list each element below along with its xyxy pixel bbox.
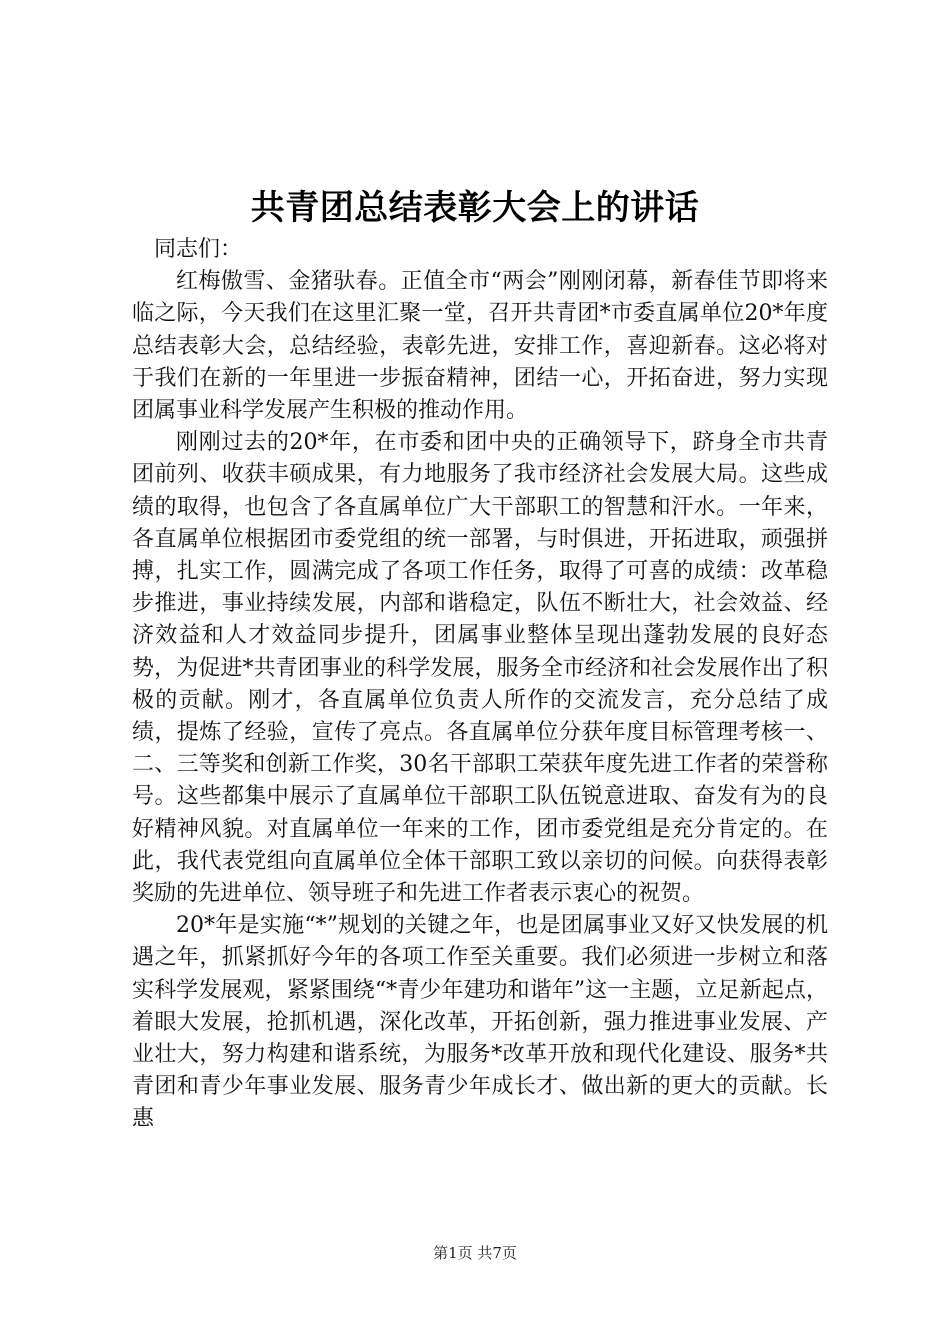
page-number-footer: 第1页 共7页 — [433, 1244, 517, 1262]
paragraph-1: 红梅傲雪、金猪驮春。正值全市“两会”刚刚闭幕，新春佳节即将来临之际，今天我们在这里汇聚一堂，召开共青团*市委直属单位20*年度总结表彰大会，总结经验，表彰先进，安排工作，喜迎新春。这必将对于我们在新的一年里进一步振奋精神，团结一心，开拓奋进，努力实现团属事业科学发展产生积极的推动作用。 — [132, 269, 828, 424]
salutation: 同志们： — [154, 237, 243, 262]
paragraph-3: 20*年是实施“*”规划的关键之年，也是团属事业又好又快发展的机遇之年，抓紧抓好今年的各项工作至关重要。我们必须进一步树立和落实科学发展观，紧紧围绕“*青少年建功和谐年”这一主题，立足新起点，着眼大发展，抢抓机遇，深化改革，开拓创新，强力推进事业发展、产业壮大，努力构建和谐系统，为服务*改革开放和现代化建设、服务*共青团和青少年事业发展、服务青少年成长才、做出新的更大的贡献。长惠 — [132, 913, 828, 1132]
document-body — [132, 234, 828, 1136]
paragraph-2: 刚刚过去的20*年，在市委和团中央的正确领导下，跻身全市共青团前列、收获丰硕成果，有力地服务了我市经济社会发展大局。这些成绩的取得，也包含了各直属单位广大干部职工的智慧和汗水。一年来，各直属单位根据团市委党组的统一部署，与时俱进，开拓进取，顽强拼搏，扎实工作，圆满完成了各项工作任务，取得了可喜的成绩：改革稳步推进，事业持续发展，内部和谐稳定，队伍不断壮大，社会效益、经济效益和人才效益同步提升，团属事业整体呈现出蓬勃发展的良好态势，为促进*共青团事业的科学发展，服务全市经济和社会发展作出了积极的贡献。刚才，各直属单位负责人所作的交流发言，充分总结了成绩，提炼了经验，宣传了亮点。各直属单位分获年度目标管理考核一、二、三等奖和创新工作奖，30名干部职工荣获年度先进工作者的荣誉称号。这些都集中展示了直属单位干部职工队伍锐意进取、奋发有为的良好精神风貌。对直属单位一年来的工作，团市委党组是充分肯定的。在此，我代表党组向直属单位全体干部职工致以亲切的问候。向获得表彰奖励的先进单位、领导班子和先进工作者表示衷心的祝贺。 — [132, 430, 828, 907]
document-title: 共青团总结表彰大会上的讲话 — [250, 188, 700, 228]
